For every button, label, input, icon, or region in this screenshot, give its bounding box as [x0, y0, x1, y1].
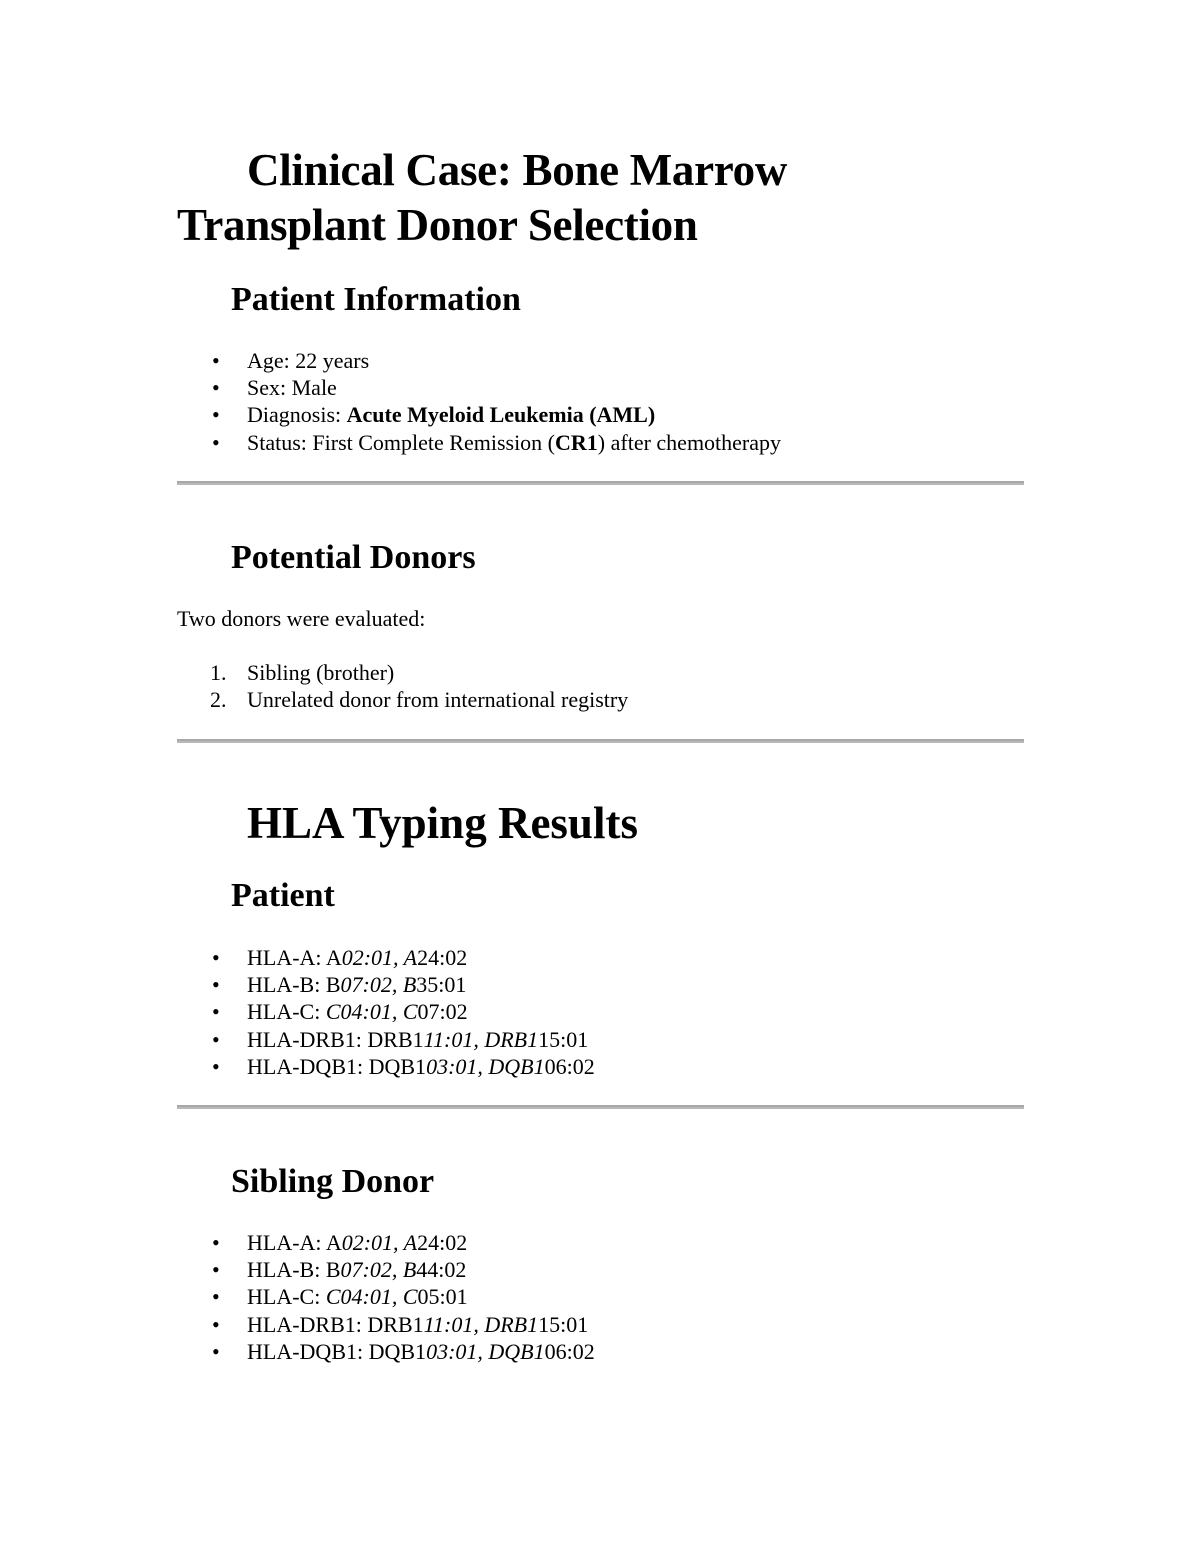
patient-hla-heading: Patient	[231, 877, 335, 914]
bullet-icon: •	[212, 375, 220, 401]
bullet-icon: •	[212, 1053, 220, 1079]
bullet-icon: •	[212, 1338, 220, 1364]
list-item: • HLA-C: C04:01, C07:02	[212, 999, 468, 1025]
bullet-icon: •	[212, 972, 220, 998]
patient-information-list	[177, 347, 781, 456]
bullet-icon: •	[212, 1026, 220, 1052]
list-item: • HLA-A: A02:01, A24:02	[212, 1230, 468, 1255]
potential-donors-heading: Potential Donors	[231, 539, 476, 576]
list-item: • Age: 22 years	[212, 348, 370, 373]
patient-information-heading: Patient Information	[231, 281, 521, 318]
page-title: Clinical Case: Bone Marrow Transplant Donor Selection	[177, 145, 788, 250]
horizontal-rule	[177, 1105, 1024, 1109]
list-item: • HLA-DRB1: DRB111:01, DRB115:01	[212, 1311, 589, 1337]
horizontal-rule	[177, 481, 1024, 485]
bullet-icon: •	[212, 1311, 220, 1337]
bullet-icon: •	[212, 402, 220, 428]
list-item: • HLA-C: C04:01, C05:01	[212, 1284, 468, 1310]
list-item: • HLA-A: A02:01, A24:02	[212, 945, 468, 970]
diagnosis-value: Acute Myeloid Leukemia (AML)	[346, 402, 656, 428]
list-item: • Sex: Male	[212, 375, 337, 401]
bullet-icon: •	[212, 1230, 220, 1255]
bullet-icon: •	[212, 348, 220, 373]
sibling-hla-list	[177, 1229, 595, 1365]
list-item: • HLA-DQB1: DQB103:01, DQB106:02	[212, 1053, 595, 1079]
status-value: CR1	[555, 429, 598, 455]
list-item: • Diagnosis: Acute Myeloid Leukemia (AML)	[212, 402, 656, 428]
bullet-icon: •	[212, 999, 220, 1025]
list-item: 2. Unrelated donor from international registry	[210, 687, 629, 713]
hla-typing-heading: HLA Typing Results	[247, 798, 638, 848]
horizontal-rule	[177, 739, 1024, 743]
list-item: • HLA-DQB1: DQB103:01, DQB106:02	[212, 1338, 595, 1364]
bullet-icon: •	[212, 1284, 220, 1310]
list-item: 1. Sibling (brother)	[210, 660, 395, 685]
list-item: • HLA-B: B07:02, B44:02	[212, 1257, 467, 1283]
sibling-donor-heading: Sibling Donor	[231, 1163, 435, 1200]
bullet-icon: •	[212, 1257, 220, 1283]
bullet-icon: •	[212, 945, 220, 970]
patient-hla-list	[177, 944, 595, 1080]
list-item: • HLA-B: B07:02, B35:01	[212, 972, 467, 998]
donors-intro: Two donors were evaluated:	[177, 606, 426, 631]
donors-list	[177, 659, 628, 713]
list-item: • Status: First Complete Remission (CR1) after chemotherapy	[212, 429, 782, 455]
list-item: • HLA-DRB1: DRB111:01, DRB115:01	[212, 1026, 589, 1052]
bullet-icon: •	[212, 429, 220, 455]
